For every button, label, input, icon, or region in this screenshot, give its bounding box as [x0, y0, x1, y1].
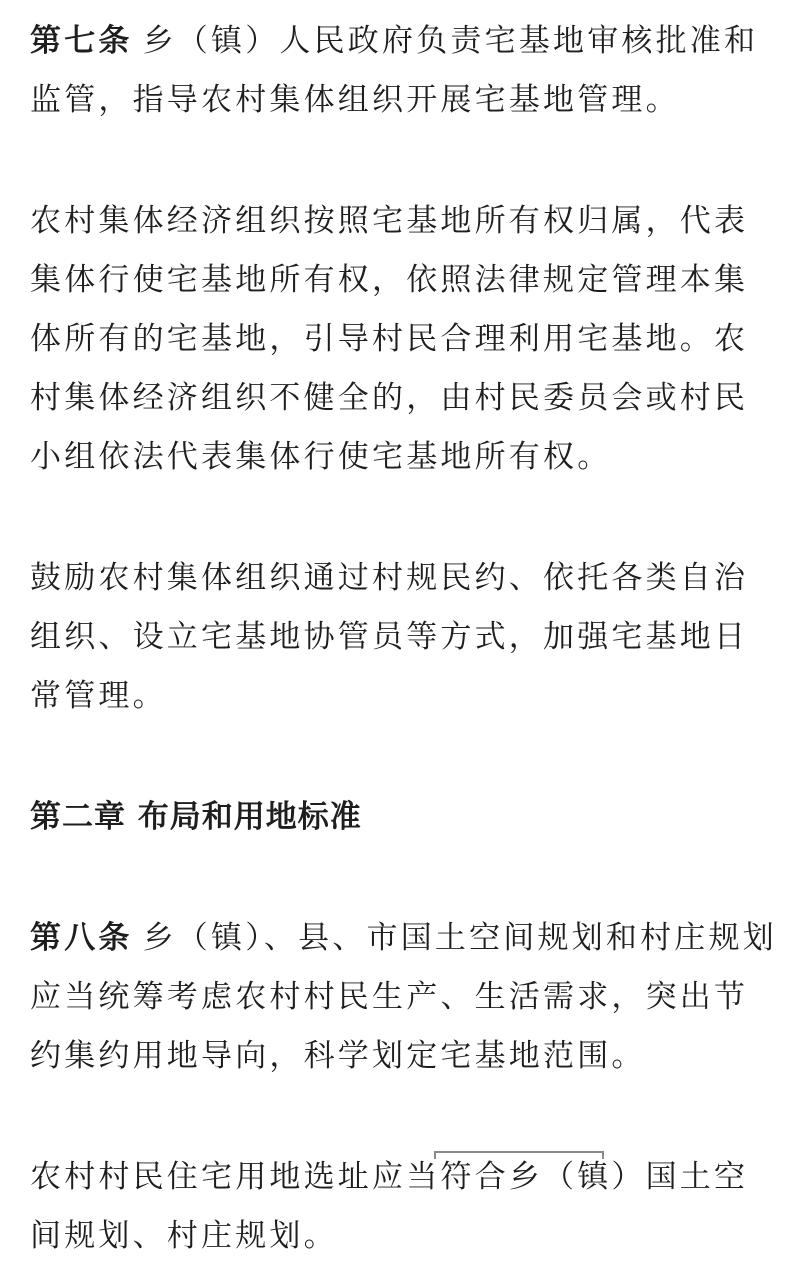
article-7-text: 乡（镇）人民政府负责宅基地审核批准和监管，指导农村集体组织开展宅基地管理。 — [30, 23, 759, 118]
article-8-paragraph — [30, 909, 778, 1086]
collective-ownership-paragraph: 农村集体经济组织按照宅基地所有权归属，代表集体行使宅基地所有权，依照法律规定管理本集体所有的宅基地，引导村民合理利用宅基地。农村集体经济组织不健全的，由村民委员会或村民小组依法代表集体行使宅基地所有权。 — [30, 203, 749, 475]
chapter-2-heading: 第二章 布局和用地标准 — [30, 799, 362, 835]
article-body — [30, 12, 778, 1266]
article-8-text: 乡（镇）、县、市国土空间规划和村庄规划应当统筹考虑农村村民生产、生活需求，突出节约集约用地导向，科学划定宅基地范围。 — [30, 920, 777, 1074]
article-7-paragraph — [30, 12, 778, 130]
article-7-number: 第七条 — [30, 23, 133, 59]
article-8-number: 第八条 — [30, 920, 133, 956]
daily-management-paragraph: 鼓励农村集体组织通过村规民约、依托各类自治组织、设立宅基地协管员等方式，加强宅基地日常管理。 — [30, 560, 749, 714]
site-selection-paragraph: 农村村民住宅用地选址应当符合乡（镇）国土空间规划、村庄规划。 — [30, 1159, 749, 1254]
